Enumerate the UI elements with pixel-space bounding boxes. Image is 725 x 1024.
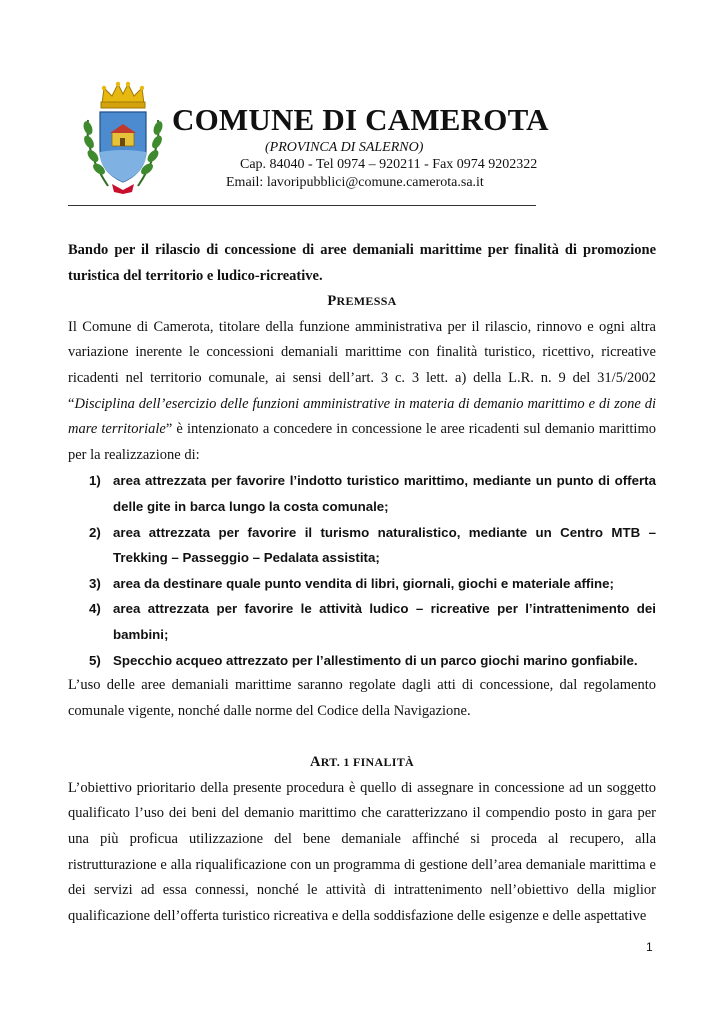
- premessa-paragraph: Il Comune di Camerota, titolare della funzione amministrativa per il rilascio, rinnovo e ogni altra variazione inerente le concessioni demaniali marittime con finalità turistico, ricettivo, ricreative ricadenti nel territorio comunale, ai sensi dell’art. 3 c. 3 lett. a) della L.R. n. 9 del 31/5/2002 “Disciplina dell’esercizio delle funzioni amministrative in materia di demanio marittimo e di zone di mare territoriale” è intenzionato a concedere in concessione le aree ricadenti sul demanio marittimo per la realizzazione di:: [68, 318, 656, 463]
- email-line: Email: lavoripubblici@comune.camerota.sa.it: [226, 175, 484, 190]
- document-body: [68, 238, 656, 929]
- section-heading-art1: ART. 1 FINALITÀ: [309, 754, 415, 771]
- list-item: 4) area attrezzata per favorire le attività ludico – ricreative per l’intrattenimento dei bambini;: [89, 601, 656, 642]
- section-heading-premessa: PREMESSA: [327, 293, 397, 310]
- objectives-list: [68, 468, 656, 673]
- coat-of-arms-icon: [82, 80, 164, 198]
- art1-paragraph: L’obiettivo prioritario della presente procedura è quello di assegnare in concessione ad un soggetto qualificato l’uso dei beni del demanio marittimo che caratterizzano il compendio posto in gara per una più proficua utilizzazione del bene demaniale affinché si proceda al recupero, alla ristrutturazione e alla riqualificazione con un programma di gestione dell’area demaniale marittima e dei servizi ad essa connessi, nonché le attività di intrattenimento nell’obiettivo della miglior qualificazione dell’offerta turistico ricreativa e della soddisfazione delle esigenze e delle aspettative: [68, 779, 656, 924]
- province-subtitle: (PROVINCA DI SALERNO): [265, 140, 424, 155]
- contact-line: Cap. 84040 - Tel 0974 – 920211 - Fax 0974 9202322: [240, 157, 538, 172]
- bando-title: Bando per il rilascio di concessione di aree demaniali marittime per finalità di promozione turistica del territorio e ludico-ricreative.: [68, 242, 656, 284]
- list-item: 5) Specchio acqueo attrezzato per l’allestimento di un parco giochi marino gonfiabile.: [89, 652, 638, 668]
- list-item: 2) area attrezzata per favorire il turismo naturalistico, mediante un Centro MTB – Trekking – Passeggio – Pedalata assistita;: [89, 524, 656, 566]
- list-item: 1) area attrezzata per favorire l’indotto turistico marittimo, mediante un punto di offerta delle gite in barca lungo la costa comunale;: [89, 473, 656, 514]
- municipality-title: COMUNE DI CAMEROTA: [172, 102, 549, 137]
- page-number: 1: [646, 940, 653, 954]
- closing-paragraph: L’uso delle aree demaniali marittime saranno regolate dagli atti di concessione, dal regolamento comunale vigente, nonché dalle norme del Codice della Navigazione.: [68, 677, 656, 719]
- header-divider: [68, 205, 536, 206]
- list-item: 3) area da destinare quale punto vendita di libri, giornali, giochi e materiale affine;: [89, 575, 614, 591]
